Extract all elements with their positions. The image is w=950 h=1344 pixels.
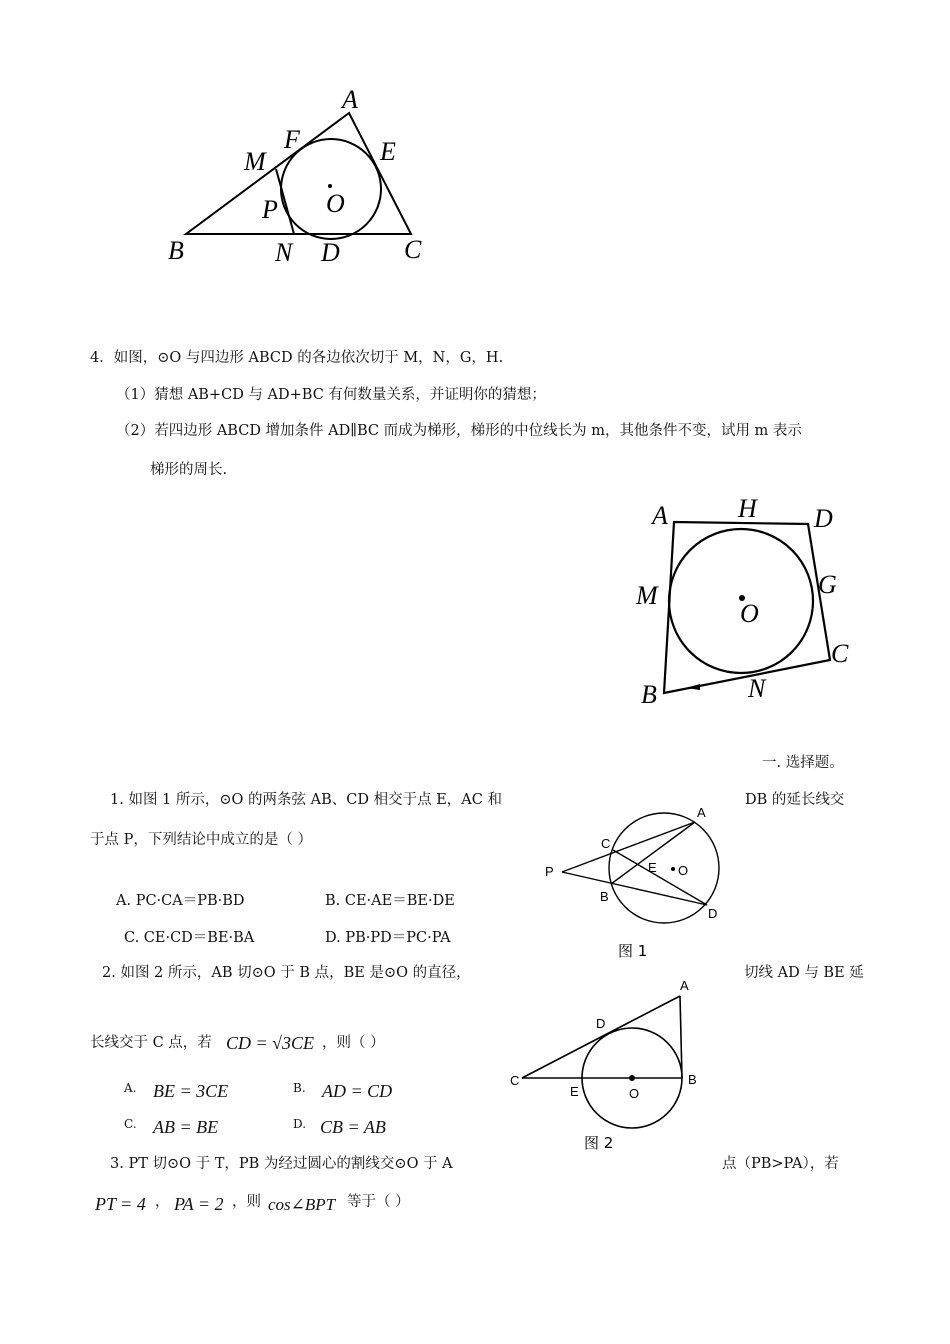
q2-stem-c: 长线交于 C 点，若 bbox=[90, 1035, 212, 1051]
q2-option-d: CB = AB bbox=[320, 1117, 386, 1137]
line-ca bbox=[522, 996, 680, 1078]
q3-sep-1: ， bbox=[155, 1194, 170, 1210]
label-n: N bbox=[748, 674, 766, 703]
q1-option-b: B. CE·AE＝BE·DE bbox=[325, 893, 455, 909]
label-c: C bbox=[831, 639, 849, 668]
label-d: D bbox=[596, 1016, 606, 1031]
label-b: B bbox=[600, 889, 609, 904]
q1-option-a: A. PC·CA＝PB·BD bbox=[116, 893, 245, 909]
label-p: P bbox=[545, 864, 554, 879]
q2-stem-b: 切线 AD 与 BE 延 bbox=[744, 965, 864, 981]
label-e: E bbox=[380, 137, 396, 166]
label-a: A bbox=[652, 501, 668, 530]
label-e: E bbox=[648, 860, 657, 875]
q1-option-c: C. CE·CD＝BE·BA bbox=[124, 930, 255, 946]
q3-stem-c: 等于（ ） bbox=[347, 1194, 410, 1210]
q2-stem-a: 2. 如图 2 所示，AB 切⊙O 于 B 点，BE 是⊙O 的直径， bbox=[102, 965, 471, 981]
q2-option-a: BE = 3CE bbox=[153, 1081, 229, 1101]
label-b: B bbox=[688, 1072, 697, 1087]
q2-option-c: AB = BE bbox=[153, 1117, 219, 1137]
label-d: D bbox=[814, 504, 833, 533]
q2-stem-d: ，则（ ） bbox=[322, 1035, 385, 1051]
label-e: E bbox=[570, 1084, 579, 1099]
section-title: 一. 选择题。 bbox=[762, 755, 844, 771]
label-g: G bbox=[818, 570, 837, 599]
q2-option-a-letter: A. bbox=[124, 1081, 137, 1095]
label-m: M bbox=[244, 147, 266, 176]
figure-2-caption: 图 2 bbox=[584, 1134, 614, 1152]
label-d: D bbox=[321, 238, 340, 267]
label-a: A bbox=[697, 805, 706, 820]
label-m: M bbox=[636, 581, 658, 610]
label-o: O bbox=[740, 599, 759, 628]
label-d: D bbox=[708, 906, 718, 921]
label-c: C bbox=[404, 235, 422, 264]
q2-option-b-letter: B. bbox=[293, 1081, 306, 1095]
q4-stem: 4．如图，⊙O 与四边形 ABCD 的各边依次切于 M，N，G，H. bbox=[90, 350, 504, 366]
label-o: O bbox=[678, 863, 689, 878]
label-o: O bbox=[629, 1086, 640, 1101]
q2-option-d-letter: D. bbox=[293, 1117, 307, 1131]
q2-option-c-letter: C. bbox=[124, 1117, 137, 1131]
q3-stem-b: 点（PB>PA），若 bbox=[722, 1156, 839, 1172]
center-o-dot bbox=[629, 1075, 635, 1081]
q3-sep-2: ，则 bbox=[232, 1194, 261, 1210]
label-h: H bbox=[738, 494, 757, 523]
q4-part2-cont: 梯形的周长. bbox=[150, 462, 228, 478]
q2-option-b: AD = CD bbox=[322, 1081, 393, 1101]
label-b: B bbox=[641, 680, 657, 709]
q1-option-d: D. PB·PD＝PC·PA bbox=[325, 930, 451, 946]
label-p: P bbox=[262, 195, 278, 224]
label-n: N bbox=[275, 238, 293, 267]
label-o: O bbox=[326, 189, 345, 218]
q3-stem-a: 3. PT 切⊙O 于 T，PB 为经过圆心的割线交⊙O 于 A bbox=[110, 1156, 453, 1172]
label-c: C bbox=[510, 1073, 520, 1088]
q3-formula-pa: PA = 2 bbox=[174, 1194, 224, 1214]
q1-stem-a: 1. 如图 1 所示，⊙O 的两条弦 AB、CD 相交于点 E，AC 和 bbox=[110, 792, 502, 808]
q2-formula: CD = √3CE bbox=[226, 1033, 315, 1053]
label-a: A bbox=[342, 85, 358, 114]
q4-part2: （2）若四边形 ABCD 增加条件 AD∥BC 而成为梯形，梯形的中位线长为 m，其他条件不变，试用 m 表示 bbox=[116, 423, 802, 439]
q1-stem-b: DB 的延长线交 bbox=[745, 792, 845, 808]
label-c: C bbox=[601, 836, 611, 851]
q3-formula-pt: PT = 4 bbox=[95, 1194, 146, 1214]
q3-formula-cos: cos∠BPT bbox=[268, 1195, 336, 1214]
q4-part1: （1）猜想 AB+CD 与 AD+BC 有何数量关系，并证明你的猜想； bbox=[116, 387, 546, 403]
label-b: B bbox=[168, 236, 184, 265]
label-f: F bbox=[284, 125, 300, 154]
figure-1-caption: 图 1 bbox=[618, 942, 648, 960]
label-a: A bbox=[680, 978, 689, 993]
q1-stem-c: 于点 P，下列结论中成立的是（ ） bbox=[90, 832, 312, 848]
